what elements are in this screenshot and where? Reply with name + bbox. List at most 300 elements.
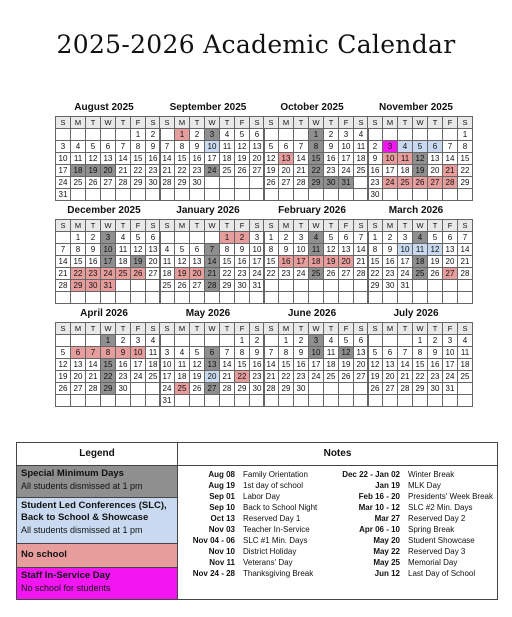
note-row <box>178 491 338 502</box>
note-event: Thanksgiving Break <box>243 569 314 578</box>
calendar-day: 29 <box>175 177 190 189</box>
calendar-empty-cell <box>235 395 250 407</box>
weekday-label: F <box>339 117 354 129</box>
calendar-day: 19 <box>264 165 279 177</box>
calendar-empty-cell <box>86 395 101 407</box>
calendar-day: 5 <box>235 129 250 141</box>
calendar-day: 15 <box>413 359 428 371</box>
calendar-day: 24 <box>398 268 413 280</box>
weekday-label: F <box>131 117 146 129</box>
calendar-day: 7 <box>160 141 175 153</box>
calendar-day: 27 <box>205 383 220 395</box>
weekday-label: M <box>279 323 294 335</box>
calendar-empty-cell <box>309 395 324 407</box>
calendar-day: 16 <box>146 153 161 165</box>
calendar-empty-cell <box>294 129 309 141</box>
calendar-day: 14 <box>56 256 71 268</box>
calendar-day: 2 <box>368 141 383 153</box>
calendar-day: 26 <box>86 177 101 189</box>
calendar-day: 25 <box>116 268 131 280</box>
calendar-day: 8 <box>458 141 473 153</box>
calendar-day: 14 <box>264 359 279 371</box>
note-row <box>338 568 497 579</box>
note-event: Back to School Night <box>243 503 318 512</box>
note-event: Student Showcase <box>408 536 475 545</box>
note-date: Mar 27 <box>374 514 400 523</box>
note-date: Aug 19 <box>208 481 235 490</box>
calendar-empty-cell <box>160 129 175 141</box>
month-calendar <box>159 100 262 201</box>
calendar-day: 16 <box>324 153 339 165</box>
legend-item-no-school <box>17 544 177 568</box>
calendar-day: 17 <box>309 359 324 371</box>
calendar-empty-cell <box>324 292 339 304</box>
calendar-empty-cell <box>175 292 190 304</box>
calendar-empty-cell <box>428 189 443 201</box>
calendar-day: 14 <box>398 359 413 371</box>
calendar-day: 20 <box>383 371 398 383</box>
calendar-day: 1 <box>71 232 86 244</box>
calendar-empty-cell <box>190 335 205 347</box>
calendar-day: 17 <box>205 153 220 165</box>
calendar-day: 26 <box>368 383 383 395</box>
weekday-label: F <box>339 220 354 232</box>
calendar-day: 22 <box>413 371 428 383</box>
calendar-day: 19 <box>235 153 250 165</box>
calendar-empty-cell <box>458 292 473 304</box>
calendar-day: 23 <box>383 268 398 280</box>
calendar-day: 17 <box>383 165 398 177</box>
weekday-label: S <box>56 323 71 335</box>
month-name: June 2026 <box>287 308 337 319</box>
note-row <box>178 524 338 535</box>
calendar-day: 10 <box>56 153 71 165</box>
weekday-label: S <box>146 117 161 129</box>
calendar-day: 29 <box>413 383 428 395</box>
calendar-day: 28 <box>116 177 131 189</box>
calendar-day: 25 <box>354 165 369 177</box>
calendar-empty-cell <box>220 177 235 189</box>
calendar-day: 5 <box>324 232 339 244</box>
weekday-label: T <box>428 323 443 335</box>
month-grid <box>159 322 265 407</box>
calendar-day: 17 <box>160 371 175 383</box>
calendar-day: 12 <box>56 359 71 371</box>
note-date: May 20 <box>373 536 400 545</box>
calendar-day: 10 <box>309 347 324 359</box>
calendar-day: 18 <box>458 359 473 371</box>
legend <box>17 443 178 599</box>
notes-left-column <box>178 469 338 579</box>
calendar-empty-cell <box>368 335 383 347</box>
legend-item-sub: No school for students <box>21 583 111 593</box>
note-row <box>178 469 338 480</box>
note-date: Feb 16 - 20 <box>358 492 400 501</box>
calendar-day: 25 <box>324 371 339 383</box>
weekday-label: T <box>116 117 131 129</box>
calendar-day: 9 <box>294 347 309 359</box>
calendar-day: 2 <box>383 232 398 244</box>
note-row <box>338 535 497 546</box>
calendar-empty-cell <box>309 280 324 292</box>
calendar-day: 14 <box>354 244 369 256</box>
weekday-label: W <box>413 220 428 232</box>
calendar-day: 18 <box>398 165 413 177</box>
calendar-day: 31 <box>398 280 413 292</box>
calendar-empty-cell <box>71 335 86 347</box>
calendar-empty-cell <box>220 395 235 407</box>
legend-item-title: Staff In-Service Day <box>21 570 111 581</box>
note-event: MLK Day <box>408 481 441 490</box>
calendar-day: 21 <box>160 165 175 177</box>
calendar-day: 21 <box>264 371 279 383</box>
calendar-day: 10 <box>398 244 413 256</box>
calendar-empty-cell <box>205 232 220 244</box>
calendar-day: 10 <box>250 244 265 256</box>
weekday-label: S <box>458 117 473 129</box>
calendar-empty-cell <box>101 189 116 201</box>
note-date: Dec 22 - Jan 02 <box>342 470 400 479</box>
calendar-day: 30 <box>146 177 161 189</box>
weekday-label: F <box>235 323 250 335</box>
month-name: March 2026 <box>388 205 444 216</box>
calendar-day: 4 <box>175 347 190 359</box>
weekday-label: S <box>250 117 265 129</box>
calendar-empty-cell <box>56 129 71 141</box>
calendar-day: 8 <box>220 244 235 256</box>
calendar-empty-cell <box>398 189 413 201</box>
calendar-day: 20 <box>101 165 116 177</box>
month-grid <box>159 219 265 304</box>
calendar-day: 5 <box>339 335 354 347</box>
calendar-day: 14 <box>220 359 235 371</box>
weekday-label: M <box>175 323 190 335</box>
calendar-day: 8 <box>279 347 294 359</box>
calendar-day: 15 <box>131 153 146 165</box>
calendar-empty-cell <box>428 395 443 407</box>
weekday-label: W <box>205 220 220 232</box>
calendar-day: 6 <box>339 232 354 244</box>
calendar-empty-cell <box>131 189 146 201</box>
calendar-day: 25 <box>160 280 175 292</box>
calendar-day: 28 <box>205 280 220 292</box>
calendar-day: 3 <box>205 129 220 141</box>
calendar-day: 31 <box>250 280 265 292</box>
calendar-day: 3 <box>250 232 265 244</box>
note-date: Nov 11 <box>209 558 235 567</box>
calendar-empty-cell <box>443 280 458 292</box>
calendar-empty-cell <box>443 189 458 201</box>
calendar-day: 16 <box>250 359 265 371</box>
calendar-day: 2 <box>279 232 294 244</box>
legend-item-title: Special Minimum Days <box>21 468 124 479</box>
calendar-day: 23 <box>368 177 383 189</box>
month-calendar <box>263 100 366 201</box>
calendar-day: 17 <box>56 165 71 177</box>
calendar-day: 3 <box>383 141 398 153</box>
notes-header: Notes <box>178 443 497 466</box>
calendar-empty-cell <box>101 292 116 304</box>
calendar-day: 5 <box>190 347 205 359</box>
calendar-empty-cell <box>383 129 398 141</box>
calendar-empty-cell <box>279 292 294 304</box>
calendar-day: 22 <box>279 371 294 383</box>
calendar-day: 31 <box>56 189 71 201</box>
calendar-day: 24 <box>339 165 354 177</box>
weekday-label: W <box>205 117 220 129</box>
note-event: SLC #1 Min. Days <box>243 536 308 545</box>
calendar-empty-cell <box>56 232 71 244</box>
calendar-day: 9 <box>250 347 265 359</box>
calendar-day: 25 <box>398 177 413 189</box>
calendar-empty-cell <box>190 189 205 201</box>
note-event: Family Orientation <box>243 470 308 479</box>
calendar-empty-cell <box>279 189 294 201</box>
calendar-day: 20 <box>279 165 294 177</box>
calendar-day: 3 <box>398 232 413 244</box>
page-title: 2025-2026 Academic Calendar <box>56 30 456 59</box>
month-calendar <box>55 203 158 304</box>
note-row <box>338 502 497 513</box>
calendar-day: 6 <box>443 232 458 244</box>
calendar-day: 28 <box>458 268 473 280</box>
calendar-day: 19 <box>324 256 339 268</box>
calendar-day: 31 <box>443 383 458 395</box>
month-grid <box>55 116 161 201</box>
calendar-empty-cell <box>220 292 235 304</box>
calendar-day: 23 <box>190 165 205 177</box>
calendar-day: 14 <box>86 359 101 371</box>
calendar-day: 6 <box>190 244 205 256</box>
calendar-empty-cell <box>443 395 458 407</box>
calendar-day: 29 <box>71 280 86 292</box>
calendar-day: 25 <box>146 371 161 383</box>
calendar-day: 20 <box>71 371 86 383</box>
calendar-empty-cell <box>131 383 146 395</box>
weekday-label: M <box>175 220 190 232</box>
note-row <box>178 480 338 491</box>
months-grid <box>55 100 470 410</box>
calendar-day: 11 <box>116 244 131 256</box>
calendar-day: 25 <box>71 177 86 189</box>
month-name: October 2025 <box>280 102 344 113</box>
calendar-day: 20 <box>443 256 458 268</box>
note-date: Jun 12 <box>374 569 400 578</box>
calendar-day: 13 <box>428 153 443 165</box>
calendar-empty-cell <box>458 280 473 292</box>
calendar-empty-cell <box>339 292 354 304</box>
calendar-day: 10 <box>294 244 309 256</box>
calendar-empty-cell <box>309 292 324 304</box>
calendar-day: 26 <box>413 177 428 189</box>
weekday-label: T <box>398 117 413 129</box>
calendar-day: 21 <box>398 371 413 383</box>
calendar-day: 26 <box>428 268 443 280</box>
legend-item-title: No school <box>21 549 67 560</box>
calendar-day: 16 <box>190 153 205 165</box>
legend-header: Legend <box>17 443 177 466</box>
calendar-day: 10 <box>443 347 458 359</box>
calendar-day: 5 <box>428 232 443 244</box>
weekday-label: T <box>220 323 235 335</box>
calendar-day: 6 <box>146 232 161 244</box>
note-row <box>178 535 338 546</box>
calendar-day: 14 <box>443 153 458 165</box>
calendar-day: 23 <box>250 371 265 383</box>
calendar-day: 29 <box>101 383 116 395</box>
calendar-day: 25 <box>309 268 324 280</box>
calendar-day: 21 <box>458 256 473 268</box>
calendar-empty-cell <box>324 383 339 395</box>
calendar-empty-cell <box>116 280 131 292</box>
calendar-day: 15 <box>175 153 190 165</box>
note-event: District Holiday <box>243 547 297 556</box>
calendar-day: 29 <box>220 280 235 292</box>
calendar-day: 21 <box>220 371 235 383</box>
calendar-empty-cell <box>86 129 101 141</box>
calendar-day: 17 <box>250 256 265 268</box>
legend-item-sub: All students dismissed at 1 pm <box>21 481 143 491</box>
calendar-day: 10 <box>101 244 116 256</box>
calendar-day: 1 <box>309 129 324 141</box>
calendar-day: 19 <box>339 359 354 371</box>
calendar-day: 1 <box>101 335 116 347</box>
calendar-day: 3 <box>101 232 116 244</box>
calendar-day: 26 <box>190 383 205 395</box>
calendar-day: 28 <box>354 268 369 280</box>
weekday-label: S <box>146 323 161 335</box>
calendar-empty-cell <box>220 189 235 201</box>
calendar-empty-cell <box>428 129 443 141</box>
note-date: Nov 03 <box>208 525 235 534</box>
calendar-day: 19 <box>368 371 383 383</box>
weekday-label: W <box>413 323 428 335</box>
calendar-day: 8 <box>264 244 279 256</box>
calendar-day: 22 <box>309 165 324 177</box>
weekday-label: T <box>428 220 443 232</box>
note-date: Nov 24 - 28 <box>192 569 235 578</box>
calendar-empty-cell <box>116 395 131 407</box>
calendar-day: 1 <box>264 232 279 244</box>
calendar-day: 30 <box>235 280 250 292</box>
calendar-empty-cell <box>324 189 339 201</box>
month-calendar <box>159 306 262 407</box>
note-row <box>338 513 497 524</box>
calendar-day: 10 <box>131 347 146 359</box>
calendar-day: 14 <box>458 244 473 256</box>
calendar-empty-cell <box>339 395 354 407</box>
note-date: May 22 <box>373 547 400 556</box>
weekday-label: S <box>368 220 383 232</box>
calendar-day: 15 <box>71 256 86 268</box>
weekday-label: S <box>264 220 279 232</box>
calendar-day: 23 <box>428 371 443 383</box>
calendar-day: 15 <box>220 256 235 268</box>
note-event: Reserved Day 3 <box>408 547 466 556</box>
month-calendar <box>263 203 366 304</box>
calendar-day: 9 <box>146 141 161 153</box>
calendar-day: 26 <box>264 177 279 189</box>
weekday-label: M <box>71 220 86 232</box>
note-event: Presidents' Week Break <box>408 492 493 501</box>
calendar-day: 15 <box>235 359 250 371</box>
calendar-day: 9 <box>383 244 398 256</box>
note-row <box>338 524 497 535</box>
calendar-day: 8 <box>309 141 324 153</box>
calendar-empty-cell <box>175 335 190 347</box>
weekday-label: M <box>279 117 294 129</box>
month-calendar <box>367 203 470 304</box>
calendar-empty-cell <box>413 395 428 407</box>
calendar-empty-cell <box>398 292 413 304</box>
calendar-day: 15 <box>458 153 473 165</box>
calendar-day: 6 <box>428 141 443 153</box>
calendar-day: 12 <box>413 153 428 165</box>
weekday-label: M <box>279 220 294 232</box>
calendar-day: 17 <box>131 359 146 371</box>
weekday-label: S <box>146 220 161 232</box>
calendar-day: 29 <box>309 177 324 189</box>
calendar-day: 28 <box>160 177 175 189</box>
weekday-label: S <box>354 117 369 129</box>
note-event: SLC #2 Min. Days <box>408 503 473 512</box>
calendar-day: 3 <box>443 335 458 347</box>
calendar-day: 20 <box>190 268 205 280</box>
calendar-empty-cell <box>205 189 220 201</box>
calendar-empty-cell <box>71 129 86 141</box>
month-name: December 2025 <box>67 205 141 216</box>
calendar-day: 5 <box>56 347 71 359</box>
calendar-day: 26 <box>339 371 354 383</box>
calendar-day: 6 <box>71 347 86 359</box>
calendar-day: 18 <box>309 256 324 268</box>
calendar-day: 30 <box>428 383 443 395</box>
calendar-empty-cell <box>294 189 309 201</box>
calendar-day: 4 <box>354 129 369 141</box>
weekday-label: F <box>443 220 458 232</box>
note-event: Veterans' Day <box>243 558 293 567</box>
calendar-day: 27 <box>190 280 205 292</box>
calendar-day: 22 <box>264 268 279 280</box>
note-row <box>178 557 338 568</box>
calendar-day: 24 <box>294 268 309 280</box>
calendar-day: 6 <box>205 347 220 359</box>
calendar-empty-cell <box>71 395 86 407</box>
calendar-day: 24 <box>131 371 146 383</box>
month-name: November 2025 <box>379 102 453 113</box>
calendar-day: 13 <box>101 153 116 165</box>
weekday-label: S <box>354 220 369 232</box>
calendar-day: 13 <box>190 256 205 268</box>
calendar-empty-cell <box>383 335 398 347</box>
calendar-empty-cell <box>458 383 473 395</box>
calendar-empty-cell <box>205 292 220 304</box>
weekday-label: F <box>443 323 458 335</box>
calendar-day: 24 <box>383 177 398 189</box>
calendar-day: 27 <box>428 177 443 189</box>
calendar-day: 29 <box>368 280 383 292</box>
calendar-day: 12 <box>264 153 279 165</box>
calendar-day: 9 <box>116 347 131 359</box>
calendar-day: 4 <box>160 244 175 256</box>
calendar-day: 30 <box>383 280 398 292</box>
calendar-day: 3 <box>56 141 71 153</box>
note-date: Apr 06 - 10 <box>359 525 400 534</box>
calendar-day: 16 <box>383 256 398 268</box>
weekday-label: W <box>309 323 324 335</box>
note-date: Nov 04 - 06 <box>192 536 235 545</box>
weekday-label: S <box>160 323 175 335</box>
